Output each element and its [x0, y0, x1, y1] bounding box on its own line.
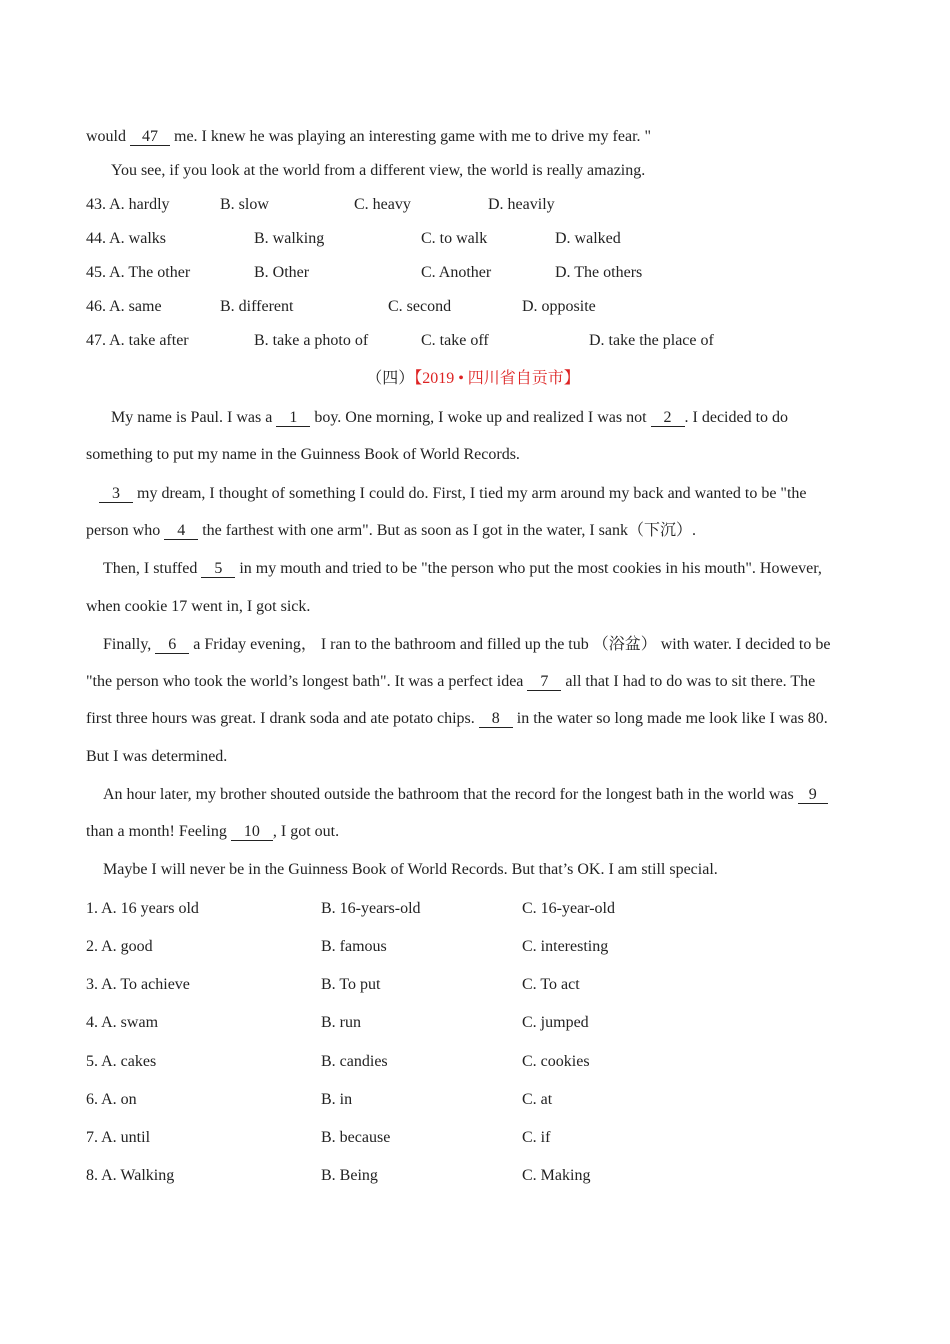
passage-line: person who 4 the farthest with one arm". But as soon as I got in the water, I sank（下沉）. — [86, 522, 697, 539]
passage-line: something to put my name in the Guinness Book of World Records. — [86, 446, 520, 463]
section-heading: （四）【2019 • 四川省自贡市】 — [366, 370, 580, 387]
passage-line: 3 my dream, I thought of something I could do. First, I tied my arm around my back and wanted to be "the — [99, 484, 807, 504]
blank-4: 4 — [164, 522, 198, 540]
blank-1: 1 — [276, 409, 310, 427]
passage-line: An hour later, my brother shouted outside the bathroom that the record for the longest bath in the world was 9 — [103, 785, 828, 805]
passage-line: first three hours was great. I drank soda and ate potato chips. 8 in the water so long made me look like I was 80. — [86, 710, 828, 727]
blank-7: 7 — [527, 673, 561, 691]
passage-line: Finally, 6 a Friday evening， I ran to the bathroom and filled up the tub （浴盆） with water. I decided to be — [103, 636, 831, 653]
blank-2: 2 — [651, 409, 685, 427]
passage-line: when cookie 17 went in, I got sick. — [86, 598, 311, 615]
passage-line: But I was determined. — [86, 748, 228, 765]
passage-line: Maybe I will never be in the Guinness Book of World Records. But that’s OK. I am still special. — [103, 861, 718, 878]
passage-line: "the person who took the world’s longest bath". It was a perfect idea 7 all that I had to do was to sit there. The — [86, 673, 816, 690]
prev-passage-line-2: You see, if you look at the world from a different view, the world is really amazing. — [111, 162, 646, 179]
blank-47: 47 — [130, 128, 170, 146]
blank-10: 10 — [231, 823, 273, 841]
blank-3: 3 — [99, 485, 133, 503]
section-source: 【2019 • 四川省自贡市】 — [414, 370, 580, 387]
blank-8: 8 — [479, 710, 513, 728]
passage-line: Then, I stuffed 5 in my mouth and tried to be "the person who put the most cookies in his mouth". However, — [103, 560, 822, 577]
blank-6: 6 — [155, 636, 189, 654]
passage-line: My name is Paul. I was a 1 boy. One morning, I woke up and realized I was not 2 . I decided to do — [111, 409, 789, 426]
blank-5: 5 — [201, 560, 235, 578]
prev-passage-line-1: would 47 me. I knew he was playing an interesting game with me to drive my fear. " — [86, 128, 652, 145]
passage-line: than a month! Feeling 10 , I got out. — [86, 823, 340, 840]
blank-9: 9 — [798, 786, 828, 804]
